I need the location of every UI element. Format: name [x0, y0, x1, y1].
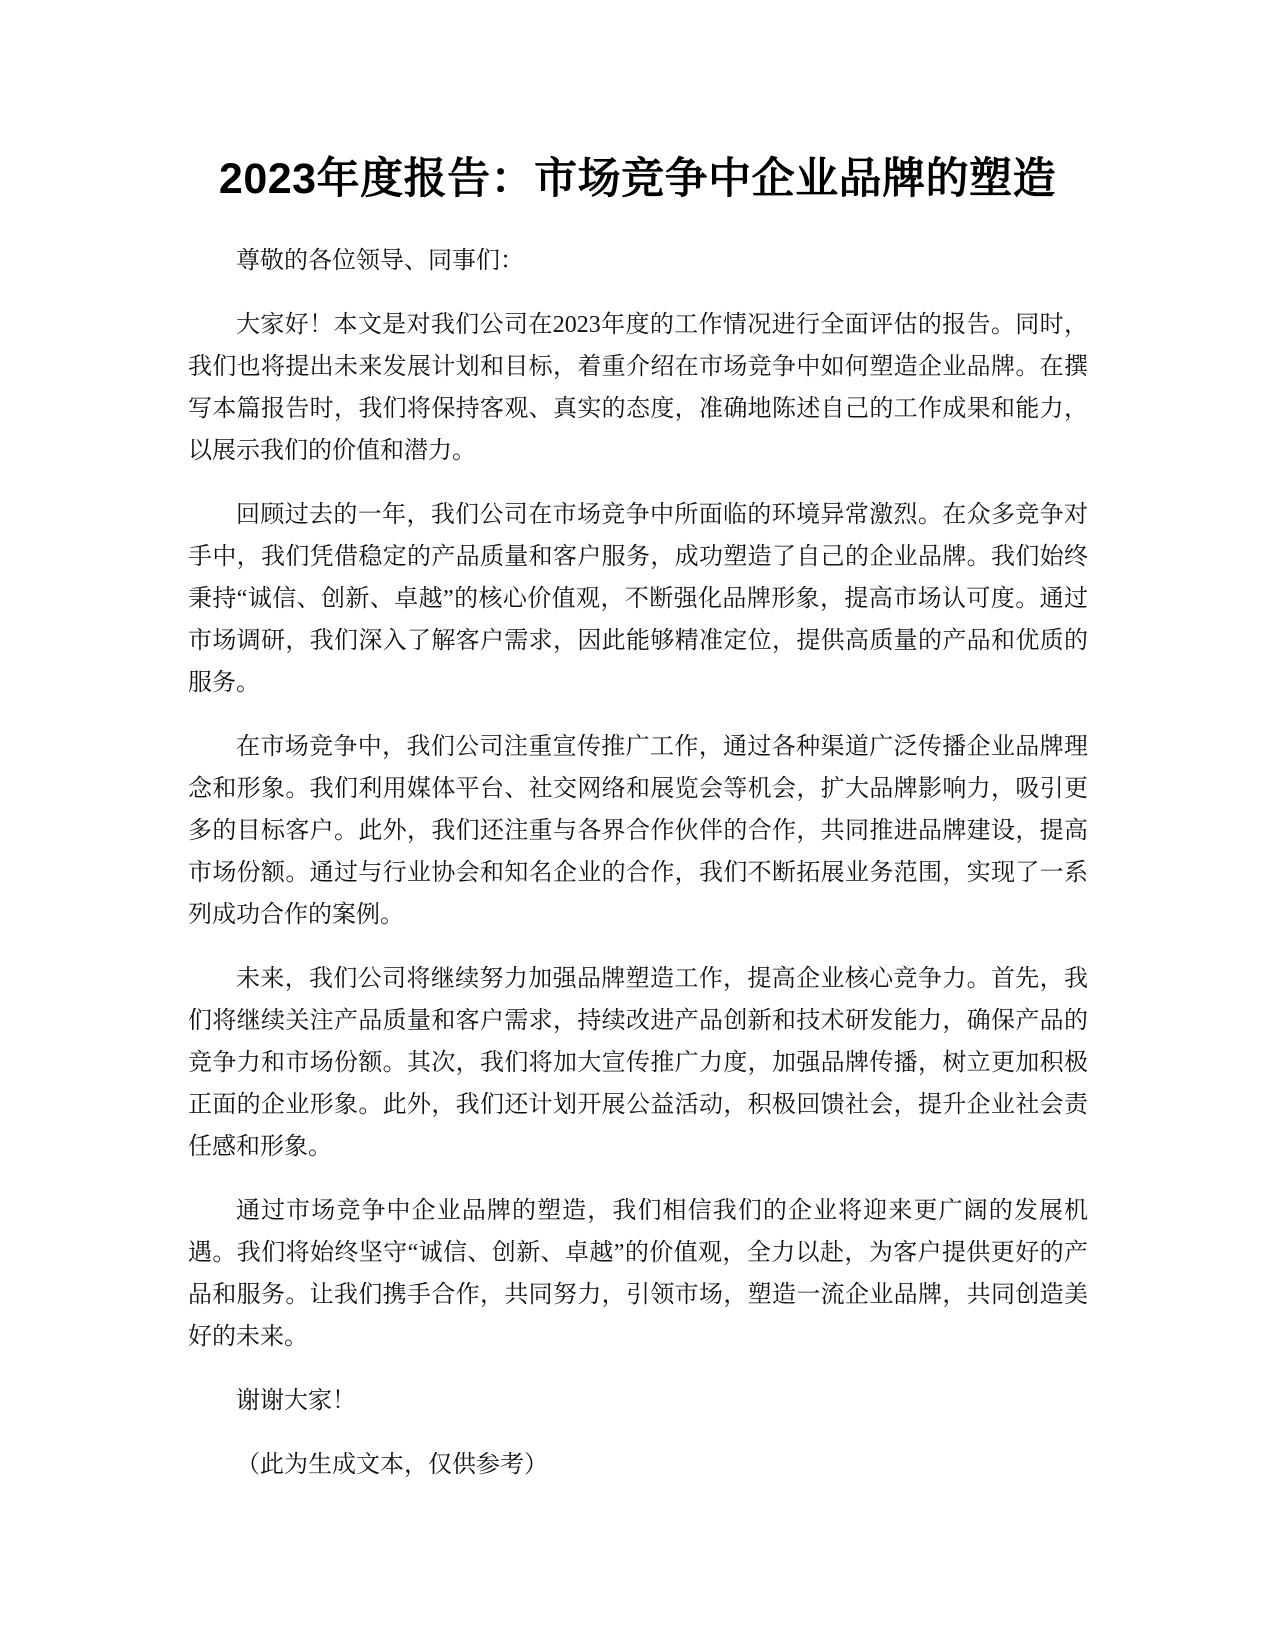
paragraph-future: 未来，我们公司将继续努力加强品牌塑造工作，提高企业核心竞争力。首先，我们将继续关注产品质量和客户需求，持续改进产品创新和技术研发能力，确保产品的竞争力和市场份额。其次，我们将加大宣传推广力度，加强品牌传播，树立更加积极正面的企业形象。此外，我们还计划开展公益活动，积极回馈社会，提升企业社会责任感和形象。	[188, 966, 1088, 1160]
paragraph-promotion: 在市场竞争中，我们公司注重宣传推广工作，通过各种渠道广泛传播企业品牌理念和形象。我们利用媒体平台、社交网络和展览会等机会，扩大品牌影响力，吸引更多的目标客户。此外，我们还注重与各界合作伙伴的合作，共同推进品牌建设，提高市场份额。通过与行业协会和知名企业的合作，我们不断拓展业务范围，实现了一系列成功合作的案例。	[188, 734, 1088, 928]
document-body	[188, 240, 1088, 1508]
paragraph-review: 回顾过去的一年，我们公司在市场竞争中所面临的环境异常激烈。在众多竞争对手中，我们凭借稳定的产品质量和客户服务，成功塑造了自己的企业品牌。我们始终秉持“诚信、创新、卓越”的核心价值观，不断强化品牌形象，提高市场认可度。通过市场调研，我们深入了解客户需求，因此能够精准定位，提供高质量的产品和优质的服务。	[188, 502, 1088, 696]
closing-thanks: 谢谢大家！	[236, 1388, 356, 1414]
paragraph-intro: 大家好！本文是对我们公司在2023年度的工作情况进行全面评估的报告。同时，我们也将提出未来发展计划和目标，着重介绍在市场竞争中如何塑造企业品牌。在撰写本篇报告时，我们将保持客观、真实的态度，准确地陈述自己的工作成果和能力，以展示我们的价值和潜力。	[188, 312, 1088, 464]
paragraph-conclusion: 通过市场竞争中企业品牌的塑造，我们相信我们的企业将迎来更广阔的发展机遇。我们将始终坚守“诚信、创新、卓越”的价值观，全力以赴，为客户提供更好的产品和服务。让我们携手合作，共同努力，引领市场，塑造一流企业品牌，共同创造美好的未来。	[188, 1198, 1088, 1350]
document-title: 2023年度报告：市场竞争中企业品牌的塑造	[218, 155, 1057, 203]
generated-text-note: （此为生成文本，仅供参考）	[236, 1452, 548, 1478]
greeting: 尊敬的各位领导、同事们：	[236, 248, 524, 274]
